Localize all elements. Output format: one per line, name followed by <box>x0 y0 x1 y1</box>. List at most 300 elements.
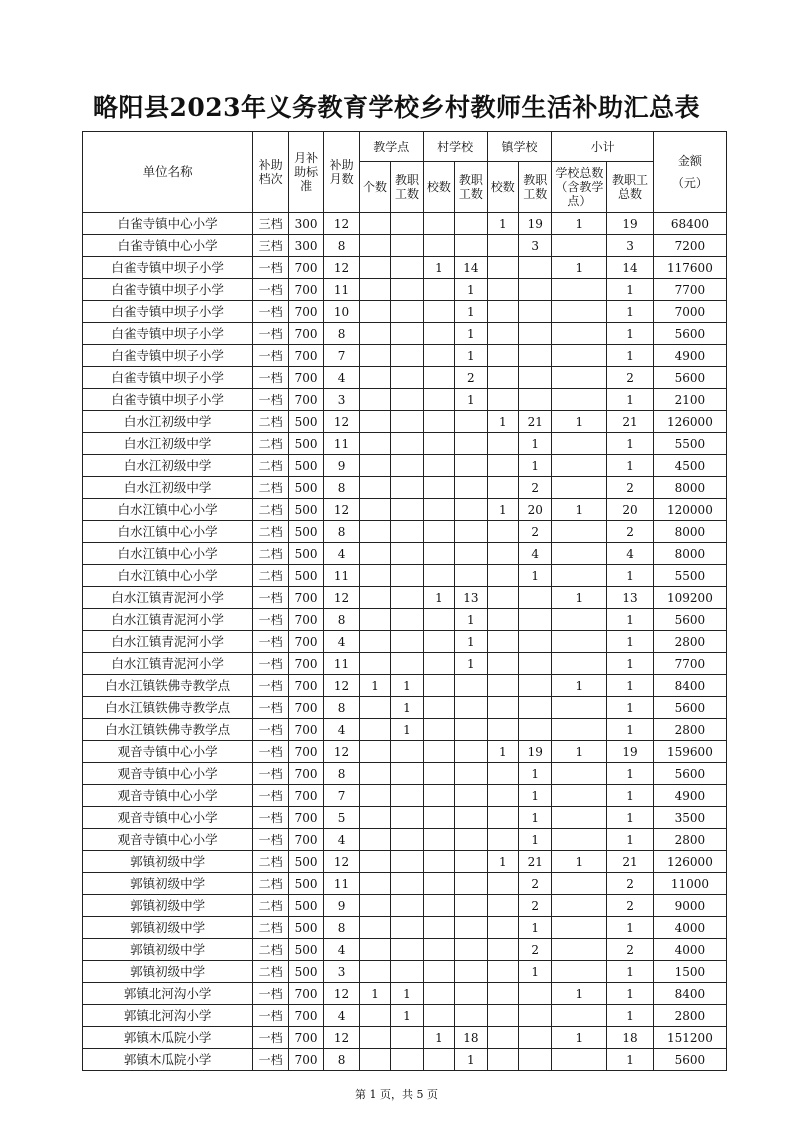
cell-s_staff: 1 <box>607 983 654 1005</box>
cell-t_schools <box>487 785 518 807</box>
cell-unit: 白水江初级中学 <box>83 477 253 499</box>
cell-level: 一档 <box>253 807 288 829</box>
cell-level: 一档 <box>253 785 288 807</box>
cell-amount: 109200 <box>653 587 726 609</box>
cell-unit: 郭镇初级中学 <box>83 851 253 873</box>
cell-v_schools <box>423 235 454 257</box>
table-row <box>83 719 727 741</box>
cell-level: 一档 <box>253 609 288 631</box>
cell-standard: 700 <box>288 1027 323 1049</box>
cell-unit: 白水江镇青泥河小学 <box>83 587 253 609</box>
cell-level: 一档 <box>253 697 288 719</box>
table-row <box>83 389 727 411</box>
cell-v_staff <box>455 785 487 807</box>
cell-unit: 白水江镇中心小学 <box>83 543 253 565</box>
cell-months: 8 <box>324 323 359 345</box>
cell-months: 4 <box>324 719 359 741</box>
cell-t_staff: 2 <box>518 939 551 961</box>
cell-t_staff: 2 <box>518 895 551 917</box>
cell-tp_staff <box>391 1049 423 1071</box>
table-row <box>83 587 727 609</box>
cell-standard: 700 <box>288 257 323 279</box>
cell-months: 12 <box>324 257 359 279</box>
table-row <box>83 499 727 521</box>
cell-v_staff: 18 <box>455 1027 487 1049</box>
cell-standard: 500 <box>288 411 323 433</box>
cell-v_schools <box>423 543 454 565</box>
cell-v_schools <box>423 521 454 543</box>
cell-s_staff: 21 <box>607 411 654 433</box>
cell-tp_count <box>359 367 390 389</box>
cell-v_schools: 1 <box>423 1027 454 1049</box>
cell-months: 5 <box>324 807 359 829</box>
cell-months: 8 <box>324 1049 359 1071</box>
cell-amount: 68400 <box>653 213 726 235</box>
cell-tp_count <box>359 917 390 939</box>
cell-level: 一档 <box>253 741 288 763</box>
cell-amount: 7000 <box>653 301 726 323</box>
cell-t_schools <box>487 807 518 829</box>
cell-level: 二档 <box>253 565 288 587</box>
cell-amount: 9000 <box>653 895 726 917</box>
cell-v_staff <box>455 851 487 873</box>
table-row <box>83 829 727 851</box>
page-footer: 第 1 页，共 5 页 <box>355 1088 438 1101</box>
cell-s_schools <box>552 477 607 499</box>
cell-months: 10 <box>324 301 359 323</box>
cell-level: 一档 <box>253 257 288 279</box>
cell-s_staff: 1 <box>607 697 654 719</box>
cell-tp_count <box>359 389 390 411</box>
cell-tp_count <box>359 829 390 851</box>
cell-tp_staff <box>391 521 423 543</box>
cell-amount: 126000 <box>653 851 726 873</box>
cell-tp_staff <box>391 301 423 323</box>
cell-t_schools <box>487 301 518 323</box>
cell-s_schools <box>552 323 607 345</box>
header-unit-name: 单位名称 <box>83 132 253 213</box>
cell-t_staff: 2 <box>518 477 551 499</box>
cell-t_schools <box>487 455 518 477</box>
cell-s_schools <box>552 235 607 257</box>
table-row <box>83 345 727 367</box>
cell-s_staff: 19 <box>607 741 654 763</box>
cell-amount: 5600 <box>653 1049 726 1071</box>
cell-v_staff <box>455 917 487 939</box>
cell-unit: 白雀寺镇中坝子小学 <box>83 367 253 389</box>
cell-s_schools <box>552 917 607 939</box>
cell-standard: 500 <box>288 873 323 895</box>
cell-amount: 4000 <box>653 917 726 939</box>
cell-level: 二档 <box>253 851 288 873</box>
cell-s_schools <box>552 719 607 741</box>
table-row <box>83 367 727 389</box>
cell-standard: 700 <box>288 983 323 1005</box>
cell-s_staff: 1 <box>607 719 654 741</box>
cell-v_schools <box>423 477 454 499</box>
cell-amount: 117600 <box>653 257 726 279</box>
header-tp-count: 个数 <box>359 162 390 213</box>
cell-months: 12 <box>324 675 359 697</box>
cell-tp_staff <box>391 587 423 609</box>
table-row <box>83 213 727 235</box>
cell-tp_count <box>359 719 390 741</box>
cell-tp_staff <box>391 389 423 411</box>
page-title: 略阳县2023年义务教育学校乡村教师生活补助汇总表 <box>92 93 701 122</box>
cell-amount: 5600 <box>653 763 726 785</box>
cell-t_schools: 1 <box>487 411 518 433</box>
cell-tp_staff <box>391 455 423 477</box>
cell-v_staff <box>455 565 487 587</box>
header-subtotal: 小计 <box>552 132 653 162</box>
cell-t_staff: 1 <box>518 763 551 785</box>
cell-v_staff <box>455 521 487 543</box>
cell-t_staff <box>518 257 551 279</box>
cell-tp_count: 1 <box>359 983 390 1005</box>
cell-unit: 白水江镇青泥河小学 <box>83 653 253 675</box>
cell-tp_staff <box>391 829 423 851</box>
cell-v_staff: 13 <box>455 587 487 609</box>
cell-t_schools <box>487 917 518 939</box>
cell-tp_staff <box>391 499 423 521</box>
cell-s_schools: 1 <box>552 499 607 521</box>
cell-unit: 白雀寺镇中心小学 <box>83 213 253 235</box>
cell-t_schools <box>487 939 518 961</box>
table-row <box>83 521 727 543</box>
cell-unit: 白水江镇中心小学 <box>83 565 253 587</box>
table-row <box>83 323 727 345</box>
cell-t_schools <box>487 631 518 653</box>
cell-level: 二档 <box>253 873 288 895</box>
cell-t_schools <box>487 257 518 279</box>
cell-t_staff: 1 <box>518 433 551 455</box>
cell-level: 一档 <box>253 719 288 741</box>
cell-tp_staff <box>391 235 423 257</box>
cell-amount: 2800 <box>653 829 726 851</box>
cell-s_schools <box>552 697 607 719</box>
cell-s_staff: 1 <box>607 609 654 631</box>
cell-v_staff <box>455 433 487 455</box>
cell-t_schools <box>487 697 518 719</box>
cell-t_staff <box>518 279 551 301</box>
cell-months: 4 <box>324 829 359 851</box>
cell-unit: 观音寺镇中心小学 <box>83 763 253 785</box>
cell-level: 二档 <box>253 477 288 499</box>
header-months: 补助月数 <box>324 132 359 213</box>
cell-tp_staff <box>391 257 423 279</box>
cell-t_staff: 19 <box>518 741 551 763</box>
cell-t_staff: 3 <box>518 235 551 257</box>
cell-tp_staff <box>391 851 423 873</box>
cell-level: 二档 <box>253 499 288 521</box>
table-row <box>83 1027 727 1049</box>
cell-tp_count <box>359 499 390 521</box>
cell-s_staff: 1 <box>607 763 654 785</box>
cell-t_schools: 1 <box>487 741 518 763</box>
cell-t_staff <box>518 345 551 367</box>
cell-tp_count <box>359 521 390 543</box>
cell-s_staff: 1 <box>607 389 654 411</box>
cell-tp_count <box>359 873 390 895</box>
cell-standard: 700 <box>288 675 323 697</box>
cell-standard: 700 <box>288 741 323 763</box>
cell-s_schools <box>552 1049 607 1071</box>
cell-t_schools <box>487 433 518 455</box>
cell-level: 二档 <box>253 433 288 455</box>
cell-v_schools <box>423 653 454 675</box>
cell-standard: 700 <box>288 301 323 323</box>
table-row <box>83 851 727 873</box>
table-row <box>83 235 727 257</box>
cell-t_staff <box>518 301 551 323</box>
cell-t_staff <box>518 631 551 653</box>
cell-months: 12 <box>324 411 359 433</box>
cell-v_schools <box>423 719 454 741</box>
cell-v_staff <box>455 411 487 433</box>
cell-level: 一档 <box>253 587 288 609</box>
cell-months: 12 <box>324 741 359 763</box>
cell-tp_count <box>359 235 390 257</box>
cell-tp_count <box>359 433 390 455</box>
cell-unit: 观音寺镇中心小学 <box>83 741 253 763</box>
cell-t_staff: 1 <box>518 807 551 829</box>
header-v-staff: 教职工数 <box>455 162 487 213</box>
cell-v_schools <box>423 895 454 917</box>
table-row <box>83 477 727 499</box>
cell-t_schools <box>487 235 518 257</box>
cell-v_staff <box>455 455 487 477</box>
cell-amount: 7700 <box>653 279 726 301</box>
cell-unit: 白雀寺镇中坝子小学 <box>83 279 253 301</box>
cell-v_staff: 1 <box>455 653 487 675</box>
cell-amount: 5600 <box>653 697 726 719</box>
cell-t_staff: 1 <box>518 961 551 983</box>
cell-level: 二档 <box>253 939 288 961</box>
cell-tp_count <box>359 1005 390 1027</box>
cell-t_schools <box>487 1049 518 1071</box>
cell-s_staff: 2 <box>607 521 654 543</box>
cell-months: 7 <box>324 345 359 367</box>
cell-tp_staff <box>391 367 423 389</box>
cell-s_schools <box>552 631 607 653</box>
cell-amount: 7200 <box>653 235 726 257</box>
cell-t_staff <box>518 389 551 411</box>
cell-level: 二档 <box>253 895 288 917</box>
cell-unit: 郭镇北河沟小学 <box>83 1005 253 1027</box>
cell-months: 9 <box>324 895 359 917</box>
cell-tp_count <box>359 741 390 763</box>
cell-standard: 300 <box>288 213 323 235</box>
cell-s_staff: 1 <box>607 1049 654 1071</box>
cell-tp_count <box>359 257 390 279</box>
table-row <box>83 873 727 895</box>
cell-s_schools <box>552 895 607 917</box>
cell-level: 二档 <box>253 961 288 983</box>
cell-level: 一档 <box>253 1005 288 1027</box>
cell-t_schools <box>487 675 518 697</box>
cell-t_staff <box>518 1005 551 1027</box>
cell-v_staff <box>455 235 487 257</box>
cell-t_staff <box>518 1027 551 1049</box>
cell-v_schools <box>423 873 454 895</box>
cell-s_staff: 21 <box>607 851 654 873</box>
cell-tp_staff <box>391 631 423 653</box>
cell-t_schools <box>487 873 518 895</box>
cell-v_staff <box>455 939 487 961</box>
table-row <box>83 917 727 939</box>
cell-s_staff: 1 <box>607 455 654 477</box>
cell-s_schools <box>552 961 607 983</box>
cell-t_staff: 2 <box>518 873 551 895</box>
cell-s_schools: 1 <box>552 257 607 279</box>
cell-v_schools <box>423 631 454 653</box>
cell-v_staff: 1 <box>455 323 487 345</box>
cell-standard: 700 <box>288 807 323 829</box>
cell-tp_count <box>359 455 390 477</box>
cell-standard: 500 <box>288 895 323 917</box>
cell-v_staff <box>455 829 487 851</box>
cell-s_staff: 1 <box>607 323 654 345</box>
cell-v_schools <box>423 301 454 323</box>
cell-tp_count <box>359 609 390 631</box>
cell-level: 一档 <box>253 653 288 675</box>
cell-v_staff: 2 <box>455 367 487 389</box>
header-amount-label: 金额 <box>677 154 702 168</box>
cell-months: 7 <box>324 785 359 807</box>
cell-tp_staff: 1 <box>391 1005 423 1027</box>
cell-level: 一档 <box>253 279 288 301</box>
cell-months: 11 <box>324 565 359 587</box>
cell-s_schools <box>552 345 607 367</box>
cell-v_schools <box>423 213 454 235</box>
cell-t_schools: 1 <box>487 499 518 521</box>
cell-s_staff: 18 <box>607 1027 654 1049</box>
cell-s_schools: 1 <box>552 851 607 873</box>
table-row <box>83 983 727 1005</box>
cell-standard: 500 <box>288 543 323 565</box>
cell-t_staff: 1 <box>518 785 551 807</box>
cell-v_schools <box>423 807 454 829</box>
cell-amount: 8000 <box>653 521 726 543</box>
cell-months: 8 <box>324 763 359 785</box>
cell-level: 一档 <box>253 389 288 411</box>
cell-level: 一档 <box>253 301 288 323</box>
cell-months: 8 <box>324 521 359 543</box>
cell-unit: 白水江初级中学 <box>83 433 253 455</box>
cell-unit: 郭镇初级中学 <box>83 961 253 983</box>
cell-s_staff: 1 <box>607 631 654 653</box>
cell-t_schools: 1 <box>487 213 518 235</box>
cell-v_schools <box>423 1049 454 1071</box>
cell-level: 二档 <box>253 543 288 565</box>
cell-tp_count <box>359 323 390 345</box>
cell-t_staff <box>518 653 551 675</box>
cell-standard: 700 <box>288 829 323 851</box>
cell-standard: 700 <box>288 697 323 719</box>
cell-tp_staff <box>391 1027 423 1049</box>
cell-tp_count <box>359 301 390 323</box>
cell-v_schools <box>423 389 454 411</box>
cell-tp_count <box>359 477 390 499</box>
cell-amount: 5600 <box>653 323 726 345</box>
cell-t_schools <box>487 829 518 851</box>
cell-standard: 700 <box>288 1005 323 1027</box>
cell-unit: 郭镇木瓜院小学 <box>83 1027 253 1049</box>
cell-tp_staff <box>391 939 423 961</box>
cell-tp_staff <box>391 917 423 939</box>
cell-v_schools <box>423 829 454 851</box>
cell-s_schools <box>552 389 607 411</box>
cell-months: 12 <box>324 499 359 521</box>
cell-v_staff <box>455 213 487 235</box>
cell-s_schools <box>552 367 607 389</box>
cell-t_schools <box>487 389 518 411</box>
cell-amount: 8000 <box>653 543 726 565</box>
cell-level: 一档 <box>253 983 288 1005</box>
cell-t_schools <box>487 653 518 675</box>
cell-v_staff <box>455 719 487 741</box>
cell-tp_staff <box>391 741 423 763</box>
cell-tp_staff <box>391 653 423 675</box>
cell-v_schools: 1 <box>423 587 454 609</box>
table-body <box>83 213 727 1071</box>
cell-standard: 700 <box>288 1049 323 1071</box>
cell-v_staff <box>455 1005 487 1027</box>
cell-standard: 700 <box>288 719 323 741</box>
cell-tp_staff <box>391 433 423 455</box>
cell-t_staff <box>518 675 551 697</box>
header-sub-schools: 学校总数（含教学点） <box>552 162 607 213</box>
cell-unit: 白水江镇铁佛寺教学点 <box>83 675 253 697</box>
table-row <box>83 741 727 763</box>
table-row <box>83 763 727 785</box>
cell-standard: 700 <box>288 389 323 411</box>
cell-unit: 白水江镇中心小学 <box>83 499 253 521</box>
cell-t_staff: 20 <box>518 499 551 521</box>
cell-months: 12 <box>324 983 359 1005</box>
cell-tp_count <box>359 653 390 675</box>
cell-amount: 7700 <box>653 653 726 675</box>
cell-amount: 11000 <box>653 873 726 895</box>
header-tp-staff: 教职工数 <box>391 162 423 213</box>
cell-months: 3 <box>324 961 359 983</box>
table-row <box>83 455 727 477</box>
cell-t_schools <box>487 367 518 389</box>
cell-s_schools <box>552 1005 607 1027</box>
table-row <box>83 895 727 917</box>
cell-months: 12 <box>324 1027 359 1049</box>
cell-t_schools <box>487 543 518 565</box>
cell-unit: 郭镇初级中学 <box>83 917 253 939</box>
cell-tp_count <box>359 961 390 983</box>
cell-v_schools: 1 <box>423 257 454 279</box>
table-row <box>83 785 727 807</box>
cell-s_schools <box>552 939 607 961</box>
table-row <box>83 631 727 653</box>
cell-unit: 白雀寺镇中坝子小学 <box>83 345 253 367</box>
cell-months: 12 <box>324 851 359 873</box>
cell-tp_count <box>359 697 390 719</box>
cell-v_schools <box>423 367 454 389</box>
cell-v_schools <box>423 565 454 587</box>
cell-unit: 郭镇初级中学 <box>83 895 253 917</box>
cell-v_schools <box>423 675 454 697</box>
cell-standard: 700 <box>288 367 323 389</box>
cell-level: 一档 <box>253 829 288 851</box>
cell-months: 12 <box>324 213 359 235</box>
cell-v_staff <box>455 543 487 565</box>
cell-tp_count <box>359 785 390 807</box>
